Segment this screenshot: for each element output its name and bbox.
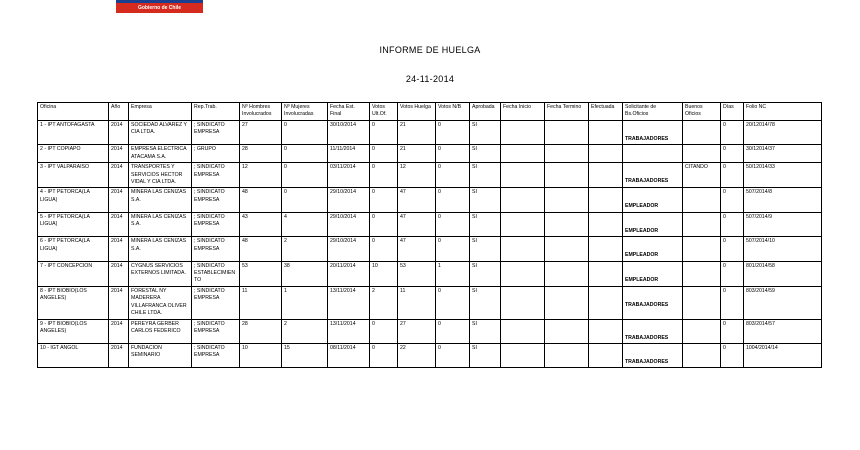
- cell-aprobada: SI: [470, 343, 501, 367]
- cell-anio: 2014: [109, 163, 129, 188]
- col-header-efectuada: Efectuada: [589, 103, 623, 121]
- cell-votos-huelga: 47: [398, 212, 436, 236]
- table-header-row: [38, 103, 822, 121]
- cell-dias: 0: [721, 319, 744, 343]
- cell-votos-ult: 0: [370, 343, 398, 367]
- cell-buenos: [683, 343, 721, 367]
- cell-oficina: 1 - IPT ANTOFAGASTA: [38, 121, 109, 145]
- cell-votos-nb: 0: [436, 188, 470, 212]
- col-header-votos-ult: Votos Ult.Of.: [370, 103, 398, 121]
- cell-votos-nb: 1: [436, 261, 470, 286]
- table-row: [38, 145, 822, 163]
- cell-fecha-final: 29/10/2014: [328, 237, 370, 261]
- cell-fecha-final: 11/11/2014: [328, 145, 370, 163]
- cell-votos-huelga: 21: [398, 145, 436, 163]
- cell-oficina: 5 - IPT PETORCA(LA LIGUA): [38, 212, 109, 236]
- cell-spacer: [625, 238, 680, 252]
- cell-fecha-inicio: [501, 319, 545, 343]
- cell-hombres: 11: [240, 286, 282, 319]
- cell-efectuada: [589, 319, 623, 343]
- cell-fecha-final: 03/11/2014: [328, 163, 370, 188]
- cell-empresa: PEREYRA GERBER CARLOS FEDERICO: [129, 319, 192, 343]
- cell-anio: 2014: [109, 145, 129, 163]
- cell-fecha-termino: [545, 261, 589, 286]
- col-header-fecha-inicio: Fecha Inicio: [501, 103, 545, 121]
- cell-folio: 801/2014/58: [744, 261, 822, 286]
- table-row: [38, 212, 822, 236]
- cell-spacer: [625, 214, 680, 228]
- cell-hombres: 53: [240, 261, 282, 286]
- cell-solicitante: [623, 145, 683, 163]
- cell-solicitante: [623, 121, 683, 145]
- report-date: 24-11-2014: [405, 74, 455, 84]
- cell-mujeres: 4: [282, 212, 328, 236]
- col-header-oficina: Oficina: [38, 103, 109, 121]
- cell-efectuada: [589, 212, 623, 236]
- table-row: [38, 163, 822, 188]
- cell-fecha-final: 29/10/2014: [328, 212, 370, 236]
- report-title: INFORME DE HUELGA: [379, 45, 481, 55]
- col-header-anio: Año: [109, 103, 129, 121]
- col-header-rep-trab: Rep.Trab.: [192, 103, 240, 121]
- cell-votos-huelga: 21: [398, 121, 436, 145]
- cell-solicitante: [623, 343, 683, 367]
- cell-aprobada: SI: [470, 261, 501, 286]
- cell-votos-nb: 0: [436, 237, 470, 261]
- cell-votos-ult: 0: [370, 121, 398, 145]
- cell-rep: ; SINDICATO EMPRESA: [192, 163, 240, 188]
- cell-fecha-final: 08/11/2014: [328, 343, 370, 367]
- cell-anio: 2014: [109, 261, 129, 286]
- cell-fecha-inicio: [501, 145, 545, 163]
- cell-oficina: 3 - IPT VALPARAISO: [38, 163, 109, 188]
- cell-rep: ; SINDICATO EMPRESA: [192, 121, 240, 145]
- cell-fecha-final: 20/11/2014: [328, 261, 370, 286]
- solicitante-value: EMPLEADOR: [625, 276, 659, 283]
- cell-mujeres: 0: [282, 163, 328, 188]
- cell-mujeres: 0: [282, 188, 328, 212]
- col-header-fecha-termino: Fecha Termino: [545, 103, 589, 121]
- cell-hombres: 10: [240, 343, 282, 367]
- cell-mujeres: 2: [282, 319, 328, 343]
- cell-fecha-termino: [545, 121, 589, 145]
- cell-hombres: 28: [240, 319, 282, 343]
- cell-oficina: 4 - IPT PETORCA(LA LIGUA): [38, 188, 109, 212]
- cell-dias: 0: [721, 212, 744, 236]
- cell-oficina: 9 - IPT BIOBIO(LOS ANGELES): [38, 319, 109, 343]
- cell-efectuada: [589, 343, 623, 367]
- table-row: [38, 237, 822, 261]
- cell-anio: 2014: [109, 286, 129, 319]
- cell-buenos: [683, 286, 721, 319]
- cell-votos-nb: 0: [436, 319, 470, 343]
- col-header-solicitante: Solicitante de Bs.Oficios: [623, 103, 683, 121]
- cell-solicitante: [623, 319, 683, 343]
- solicitante-value: TRABAJADORES: [625, 136, 669, 142]
- cell-mujeres: 1: [282, 286, 328, 319]
- solicitante-value: TRABAJADORES: [625, 301, 669, 308]
- cell-votos-ult: 0: [370, 145, 398, 163]
- col-header-aprobada: Aprobada: [470, 103, 501, 121]
- solicitante-value: EMPLEADOR: [625, 227, 659, 234]
- cell-folio: 30/12014/37: [744, 145, 822, 163]
- cell-votos-nb: 0: [436, 343, 470, 367]
- cell-oficina: 10 - IGT ANGOL: [38, 343, 109, 367]
- cell-solicitante: [623, 163, 683, 188]
- cell-fecha-inicio: [501, 286, 545, 319]
- cell-votos-ult: 0: [370, 163, 398, 188]
- cell-votos-huelga: 47: [398, 237, 436, 261]
- cell-votos-huelga: 11: [398, 286, 436, 319]
- cell-rep: ; SINDICATO EMPRESA: [192, 286, 240, 319]
- col-header-fecha-final: Fecha Est. Final: [328, 103, 370, 121]
- col-header-buenos-oficios: Buenos Oficios: [683, 103, 721, 121]
- cell-dias: 0: [721, 286, 744, 319]
- cell-dias: 0: [721, 343, 744, 367]
- col-header-dias: Días: [721, 103, 744, 121]
- cell-efectuada: [589, 121, 623, 145]
- cell-mujeres: 38: [282, 261, 328, 286]
- cell-empresa: CYGNUS SERVICIOS EXTERNOS LIMITADA.: [129, 261, 192, 286]
- cell-anio: 2014: [109, 212, 129, 236]
- cell-fecha-inicio: [501, 237, 545, 261]
- cell-dias: 0: [721, 163, 744, 188]
- cell-dias: 0: [721, 237, 744, 261]
- cell-folio: 507/2014/10: [744, 237, 822, 261]
- cell-fecha-termino: [545, 343, 589, 367]
- cell-folio: 507/2014/8: [744, 188, 822, 212]
- cell-buenos: [683, 212, 721, 236]
- cell-efectuada: [589, 188, 623, 212]
- cell-votos-nb: 0: [436, 286, 470, 319]
- cell-fecha-termino: [545, 212, 589, 236]
- cell-empresa: TRANSPORTES Y SERVICIOS HECTOR VIDAL Y CIA LTDA.: [129, 163, 192, 188]
- cell-oficina: 2 - IPT COPIAPO: [38, 145, 109, 163]
- table-row: [38, 343, 822, 367]
- cell-votos-ult: 0: [370, 237, 398, 261]
- cell-fecha-termino: [545, 237, 589, 261]
- cell-empresa: EMPRESA ELECTRICA ATACAMA S.A.: [129, 145, 192, 163]
- cell-aprobada: SI: [470, 237, 501, 261]
- cell-fecha-inicio: [501, 163, 545, 188]
- cell-spacer: [625, 263, 680, 277]
- cell-fecha-inicio: [501, 212, 545, 236]
- cell-mujeres: 0: [282, 145, 328, 163]
- cell-aprobada: SI: [470, 212, 501, 236]
- table-row: [38, 188, 822, 212]
- cell-fecha-termino: [545, 286, 589, 319]
- cell-efectuada: [589, 261, 623, 286]
- cell-hombres: 48: [240, 237, 282, 261]
- cell-solicitante: [623, 237, 683, 261]
- gobierno-logo: [116, 0, 203, 13]
- cell-empresa: MINERA LAS CENIZAS S.A.: [129, 188, 192, 212]
- cell-anio: 2014: [109, 121, 129, 145]
- cell-mujeres: 15: [282, 343, 328, 367]
- cell-rep: ; SINDICATO EMPRESA: [192, 343, 240, 367]
- cell-votos-nb: 0: [436, 145, 470, 163]
- cell-buenos: [683, 145, 721, 163]
- cell-votos-huelga: 53: [398, 261, 436, 286]
- table-row: [38, 121, 822, 145]
- cell-fecha-inicio: [501, 261, 545, 286]
- cell-solicitante: [623, 212, 683, 236]
- cell-spacer: [625, 345, 680, 359]
- cell-hombres: 48: [240, 188, 282, 212]
- cell-folio: 507/2014/9: [744, 212, 822, 236]
- cell-votos-huelga: 47: [398, 188, 436, 212]
- cell-empresa: FORESTAL NY MADERERA VILLAFRANCA OLIVER CHILE LTDA.: [129, 286, 192, 319]
- cell-fecha-termino: [545, 319, 589, 343]
- cell-rep: ; SINDICATO ESTABLECIMIENTO: [192, 261, 240, 286]
- cell-fecha-final: 13/11/2014: [328, 286, 370, 319]
- cell-folio: 1004/2014/14: [744, 343, 822, 367]
- table-row: [38, 319, 822, 343]
- cell-rep: ; SINDICATO EMPRESA: [192, 237, 240, 261]
- col-header-hombres: Nº Hombres Involucrados: [240, 103, 282, 121]
- cell-hombres: 28: [240, 145, 282, 163]
- cell-folio: 803/2014/59: [744, 286, 822, 319]
- cell-dias: 0: [721, 145, 744, 163]
- cell-buenos: [683, 261, 721, 286]
- cell-votos-huelga: 27: [398, 319, 436, 343]
- cell-folio: 803/2014/57: [744, 319, 822, 343]
- cell-hombres: 27: [240, 121, 282, 145]
- cell-folio: 50/12014/33: [744, 163, 822, 188]
- cell-votos-nb: 0: [436, 163, 470, 188]
- cell-votos-nb: 0: [436, 212, 470, 236]
- cell-buenos: CITANDO: [683, 163, 721, 188]
- cell-fecha-inicio: [501, 121, 545, 145]
- cell-rep: ; SINDICATO EMPRESA: [192, 188, 240, 212]
- cell-rep: ; GRUPO: [192, 145, 240, 163]
- solicitante-value: EMPLEADOR: [625, 203, 659, 210]
- col-header-mujeres: Nº Mujeres Involucradas: [282, 103, 328, 121]
- cell-empresa: SOCIEDAD ALVAREZ Y CIA LTDA.: [129, 121, 192, 145]
- cell-spacer: [625, 189, 680, 203]
- solicitante-value: TRABAJADORES: [625, 178, 669, 185]
- cell-dias: 0: [721, 261, 744, 286]
- cell-rep: ; SINDICATO EMPRESA: [192, 212, 240, 236]
- cell-anio: 2014: [109, 319, 129, 343]
- cell-efectuada: [589, 163, 623, 188]
- cell-anio: 2014: [109, 188, 129, 212]
- cell-fecha-final: 30/10/2014: [328, 121, 370, 145]
- cell-buenos: [683, 188, 721, 212]
- cell-fecha-termino: [545, 188, 589, 212]
- cell-votos-nb: 0: [436, 121, 470, 145]
- cell-fecha-inicio: [501, 188, 545, 212]
- cell-spacer: [625, 146, 680, 160]
- cell-empresa: MINERA LAS CENIZAS S.A.: [129, 212, 192, 236]
- cell-empresa: FUNDACION SEMINARIO: [129, 343, 192, 367]
- cell-oficina: 8 - IPT BIOBIO(LOS ANGELES): [38, 286, 109, 319]
- cell-solicitante: [623, 261, 683, 286]
- cell-aprobada: SI: [470, 319, 501, 343]
- cell-oficina: 7 - IPT CONCEPCION: [38, 261, 109, 286]
- cell-efectuada: [589, 145, 623, 163]
- cell-votos-huelga: 12: [398, 163, 436, 188]
- cell-fecha-final: 13/11/2014: [328, 319, 370, 343]
- cell-solicitante: [623, 188, 683, 212]
- cell-anio: 2014: [109, 237, 129, 261]
- cell-mujeres: 0: [282, 121, 328, 145]
- strike-report-table: [37, 102, 822, 368]
- cell-buenos: [683, 121, 721, 145]
- cell-aprobada: SI: [470, 145, 501, 163]
- cell-fecha-termino: [545, 163, 589, 188]
- solicitante-value: EMPLEADOR: [625, 252, 659, 259]
- cell-aprobada: SI: [470, 163, 501, 188]
- cell-buenos: [683, 319, 721, 343]
- cell-solicitante: [623, 286, 683, 319]
- cell-votos-ult: 0: [370, 212, 398, 236]
- col-header-votos-huelga: Votos Huelga: [398, 103, 436, 121]
- cell-votos-ult: 0: [370, 319, 398, 343]
- cell-votos-ult: 0: [370, 188, 398, 212]
- cell-hombres: 43: [240, 212, 282, 236]
- cell-rep: ; SINDICATO EMPRESA: [192, 319, 240, 343]
- table-row: [38, 261, 822, 286]
- cell-spacer: [625, 122, 680, 136]
- cell-anio: 2014: [109, 343, 129, 367]
- cell-folio: 20/12014/78: [744, 121, 822, 145]
- logo-text: Gobierno de Chile: [116, 3, 203, 13]
- cell-votos-ult: 10: [370, 261, 398, 286]
- cell-spacer: [625, 288, 680, 302]
- col-header-empresa: Empresa: [129, 103, 192, 121]
- cell-efectuada: [589, 237, 623, 261]
- cell-fecha-termino: [545, 145, 589, 163]
- table-body: [38, 121, 822, 368]
- col-header-folio: Folio NC: [744, 103, 822, 121]
- col-header-votos-nb: Votos N/B: [436, 103, 470, 121]
- cell-aprobada: SI: [470, 188, 501, 212]
- cell-dias: 0: [721, 188, 744, 212]
- cell-aprobada: SI: [470, 286, 501, 319]
- cell-aprobada: SI: [470, 121, 501, 145]
- solicitante-value: TRABAJADORES: [625, 358, 669, 365]
- cell-efectuada: [589, 286, 623, 319]
- cell-buenos: [683, 237, 721, 261]
- cell-spacer: [625, 164, 680, 178]
- cell-spacer: [625, 321, 680, 335]
- cell-votos-huelga: 22: [398, 343, 436, 367]
- cell-dias: 0: [721, 121, 744, 145]
- table-row: [38, 286, 822, 319]
- cell-fecha-inicio: [501, 343, 545, 367]
- cell-votos-ult: 2: [370, 286, 398, 319]
- cell-mujeres: 2: [282, 237, 328, 261]
- cell-oficina: 6 - IPT PETORCA(LA LIGUA): [38, 237, 109, 261]
- cell-empresa: MINERA LAS CENIZAS S.A.: [129, 237, 192, 261]
- cell-hombres: 12: [240, 163, 282, 188]
- solicitante-value: TRABAJADORES: [625, 334, 669, 341]
- cell-fecha-final: 29/10/2014: [328, 188, 370, 212]
